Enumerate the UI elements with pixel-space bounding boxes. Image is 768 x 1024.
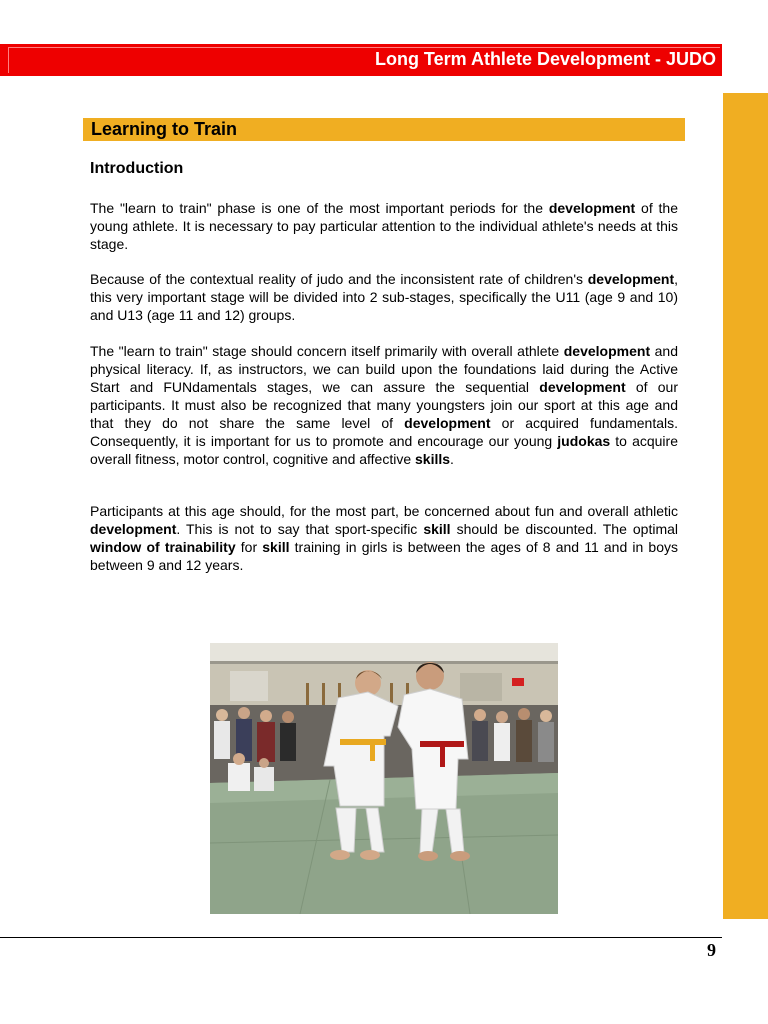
text-run: and physical literacy. If, as instructors, we can build upon the foundations laid during the Active Start and FUNdamentals stages, we can assure the sequential — [90, 343, 679, 395]
text-run: for — [235, 539, 263, 555]
bold-term: skill — [423, 521, 451, 537]
bold-term: skills — [415, 451, 451, 467]
text-run: to acquire overall fitness, motor control, cognitive and affective — [90, 433, 678, 467]
paragraph-3 — [90, 342, 678, 468]
footer-rule — [0, 937, 722, 938]
bold-term: development — [90, 521, 177, 537]
text-run: of the young athlete. It is necessary to pay particular attention to the individual athlete's needs at this stage. — [90, 200, 678, 252]
bold-term: development — [563, 343, 651, 359]
bold-term: window of trainability — [90, 539, 236, 555]
header-bar — [0, 44, 722, 76]
bold-term: development — [404, 415, 491, 431]
text-run: The "learn to train" stage should concern itself primarily with overall athlete — [90, 343, 564, 359]
text-run: Because of the contextual reality of judo and the inconsistent rate of children's — [90, 271, 588, 287]
judo-photo — [210, 643, 558, 914]
text-run: of our participants. It must also be recognized that many youngsters join our sport at this age and that they do not share the same level of — [90, 379, 678, 431]
side-tab — [723, 93, 768, 919]
paragraph-4 — [90, 502, 678, 574]
bold-term: judokas — [557, 433, 611, 449]
bold-term: skill — [262, 539, 290, 555]
text-run: training in girls is between the ages of 8 and 11 and in boys between 9 and 12 years. — [90, 539, 678, 573]
text-run: . — [450, 451, 454, 467]
bold-term: development — [548, 200, 636, 216]
text-run: . This is not to say that sport-specific — [176, 521, 424, 537]
header-title: Long Term Athlete Development - JUDO — [374, 49, 716, 69]
intro-heading: Introduction — [90, 160, 184, 177]
text-run: should be discounted. The optimal — [450, 521, 678, 537]
text-run: or acquired fundamentals. Consequently, it is important for us to promote and encourage our young — [90, 415, 679, 449]
paragraph-1 — [90, 199, 678, 253]
bold-term: development — [539, 379, 626, 395]
text-run: , this very important stage will be divided into 2 sub-stages, specifically the U11 (age 9 and 10) and U13 (age 11 and 12) groups. — [90, 271, 678, 323]
section-title: Learning to Train — [91, 119, 238, 139]
text-run: The "learn to train" phase is one of the most important periods for the — [90, 200, 549, 216]
text-run: Participants at this age should, for the most part, be concerned about fun and overall athletic — [90, 503, 678, 519]
paragraph-2 — [90, 270, 678, 324]
page-number: 9 — [707, 940, 716, 960]
section-bar — [83, 118, 685, 141]
bold-term: development — [587, 271, 675, 287]
